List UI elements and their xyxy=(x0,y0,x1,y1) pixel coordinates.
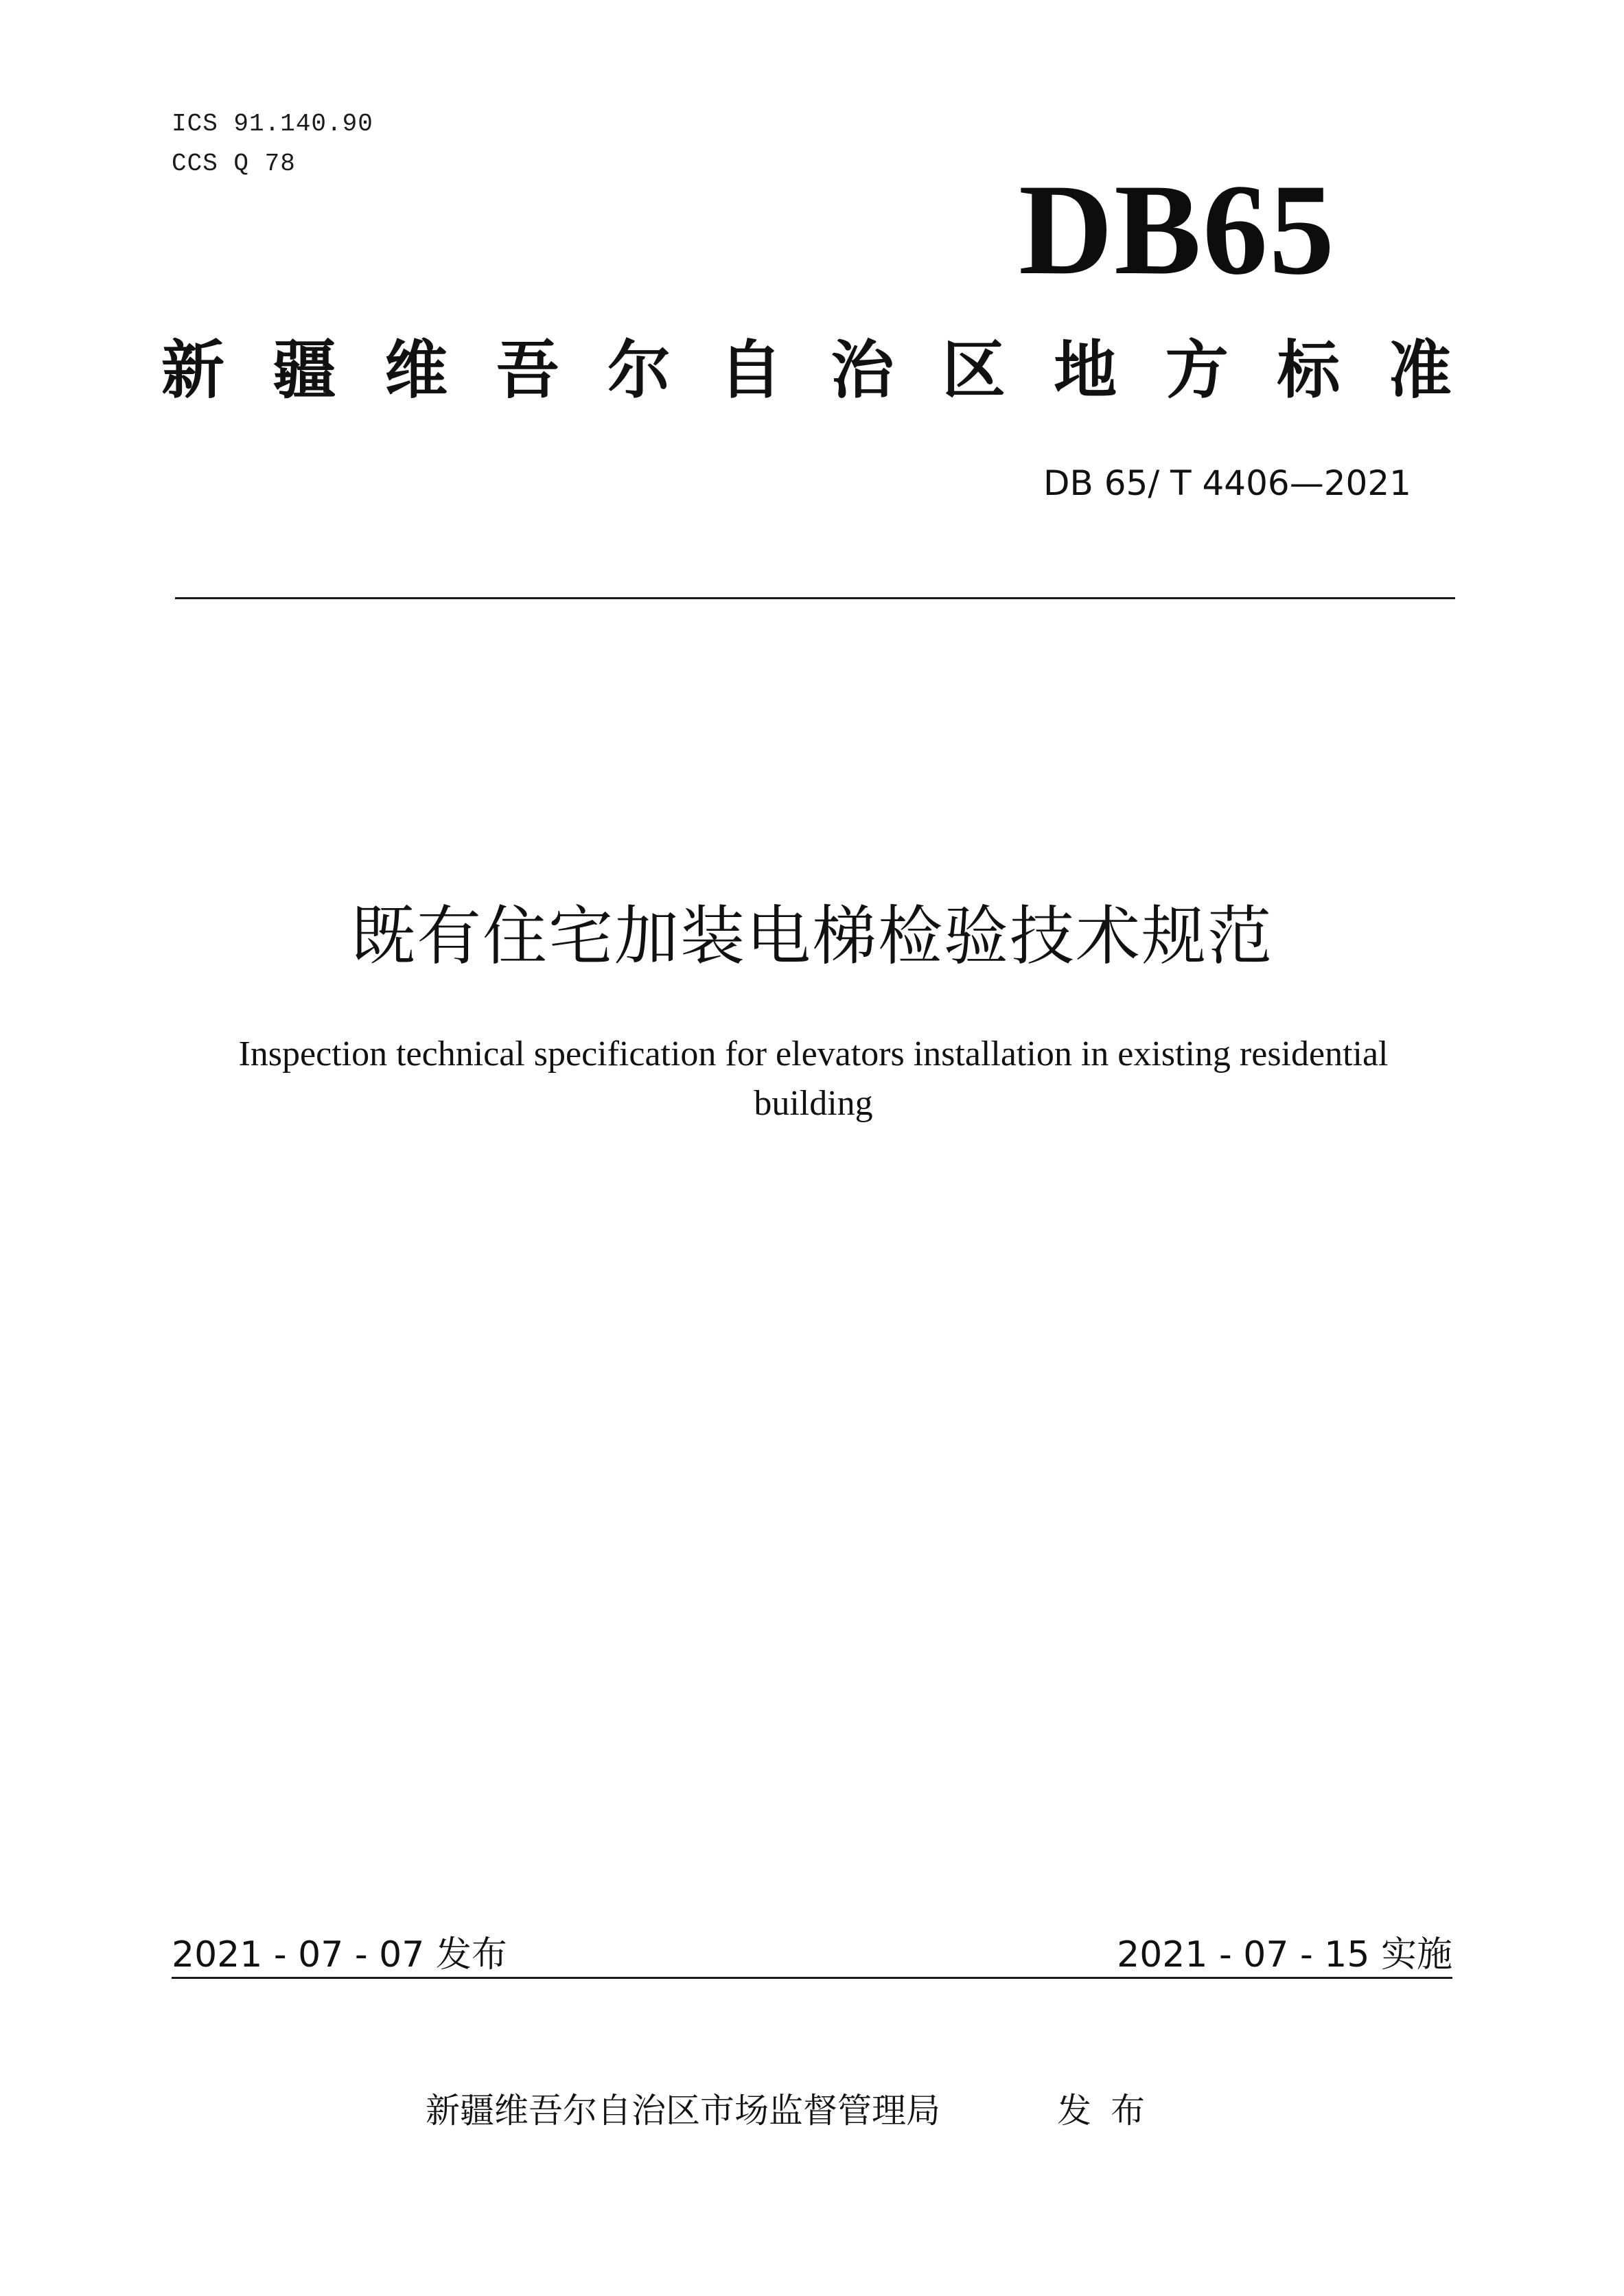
category-char: 吾 xyxy=(496,334,559,407)
publish-label: 发布 xyxy=(1057,2091,1164,2131)
category-char: 标 xyxy=(1277,334,1341,407)
standard-number: DB 65/ T 4406—2021 xyxy=(1043,463,1411,503)
db65-logo: DB65 xyxy=(1019,158,1336,302)
category-char: 方 xyxy=(1165,334,1229,407)
category-char: 维 xyxy=(384,334,448,407)
publisher-name: 新疆维吾尔自治区市场监督管理局 xyxy=(426,2091,940,2131)
top-divider xyxy=(175,597,1455,599)
title-chinese: 既有住宅加装电梯检验技术规范 xyxy=(350,899,1273,974)
title-english: Inspection technical specification for elevators installation in existing residential building xyxy=(238,1034,1389,1123)
standard-category-heading xyxy=(161,329,1452,412)
issue-date: 2021 - 07 - 07 发布 xyxy=(172,1934,507,1975)
category-char: 自 xyxy=(719,334,782,407)
category-char: 疆 xyxy=(272,334,336,407)
implementation-date: 2021 - 07 - 15 实施 xyxy=(1117,1934,1452,1975)
category-char: 治 xyxy=(831,334,894,407)
category-char: 区 xyxy=(942,334,1006,407)
ics-code: ICS 91.140.90 xyxy=(172,110,373,138)
category-char: 新 xyxy=(161,334,225,407)
category-char: 地 xyxy=(1054,334,1117,407)
bottom-divider xyxy=(172,1977,1452,1979)
ccs-code: CCS Q 78 xyxy=(172,150,296,178)
category-char: 准 xyxy=(1388,334,1452,407)
category-char: 尔 xyxy=(607,334,671,407)
